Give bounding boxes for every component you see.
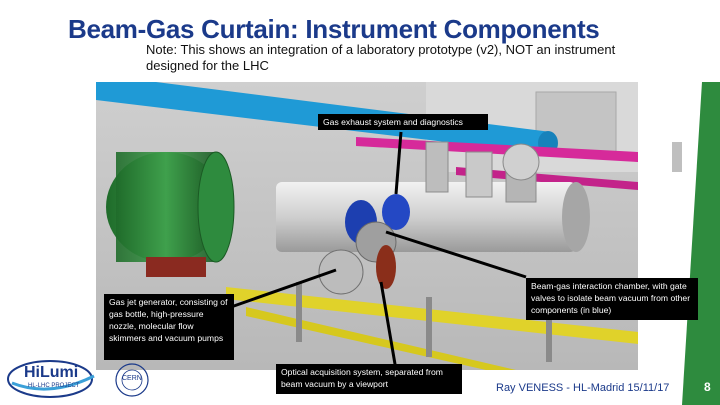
exhaust-column-2 (466, 152, 492, 197)
cern-logo-text: CERN (122, 375, 142, 382)
page-number: 8 (704, 380, 711, 394)
generator-flange (319, 250, 363, 294)
slide-title: Beam-Gas Curtain: Instrument Components (68, 14, 600, 44)
pump-dome (503, 144, 539, 180)
hilumi-logo-subtext: HL-LHC PROJECT (28, 383, 80, 389)
frame-leg-1 (296, 282, 302, 342)
red-stand (146, 257, 206, 277)
red-component (376, 245, 396, 289)
callout-optical: Optical acquisition system, separated from beam vacuum by a viewport (276, 364, 462, 394)
exhaust-column-1 (426, 142, 448, 192)
footer-author-date: Ray VENESS - HL-Madrid 15/11/17 (496, 382, 670, 394)
hilumi-logo-text: HiLumi (24, 364, 79, 381)
callout-exhaust: Gas exhaust system and diagnostics (318, 114, 488, 130)
callout-generator: Gas jet generator, consisting of gas bottle, high-pressure nozzle, molecular flow skimmers and vacuum pumps (104, 294, 234, 360)
frame-leg-2 (426, 297, 432, 357)
right-green-stripe (672, 82, 720, 405)
tank-end (562, 182, 590, 252)
callout-interaction: Beam-gas interaction chamber, with gate valves to isolate beam vacuum from other components (in blue) (526, 278, 698, 320)
green-vessel-flange (198, 152, 234, 262)
slide-note: Note: This shows an integration of a laboratory prototype (v2), NOT an instrument designed for the LHC (146, 42, 616, 73)
